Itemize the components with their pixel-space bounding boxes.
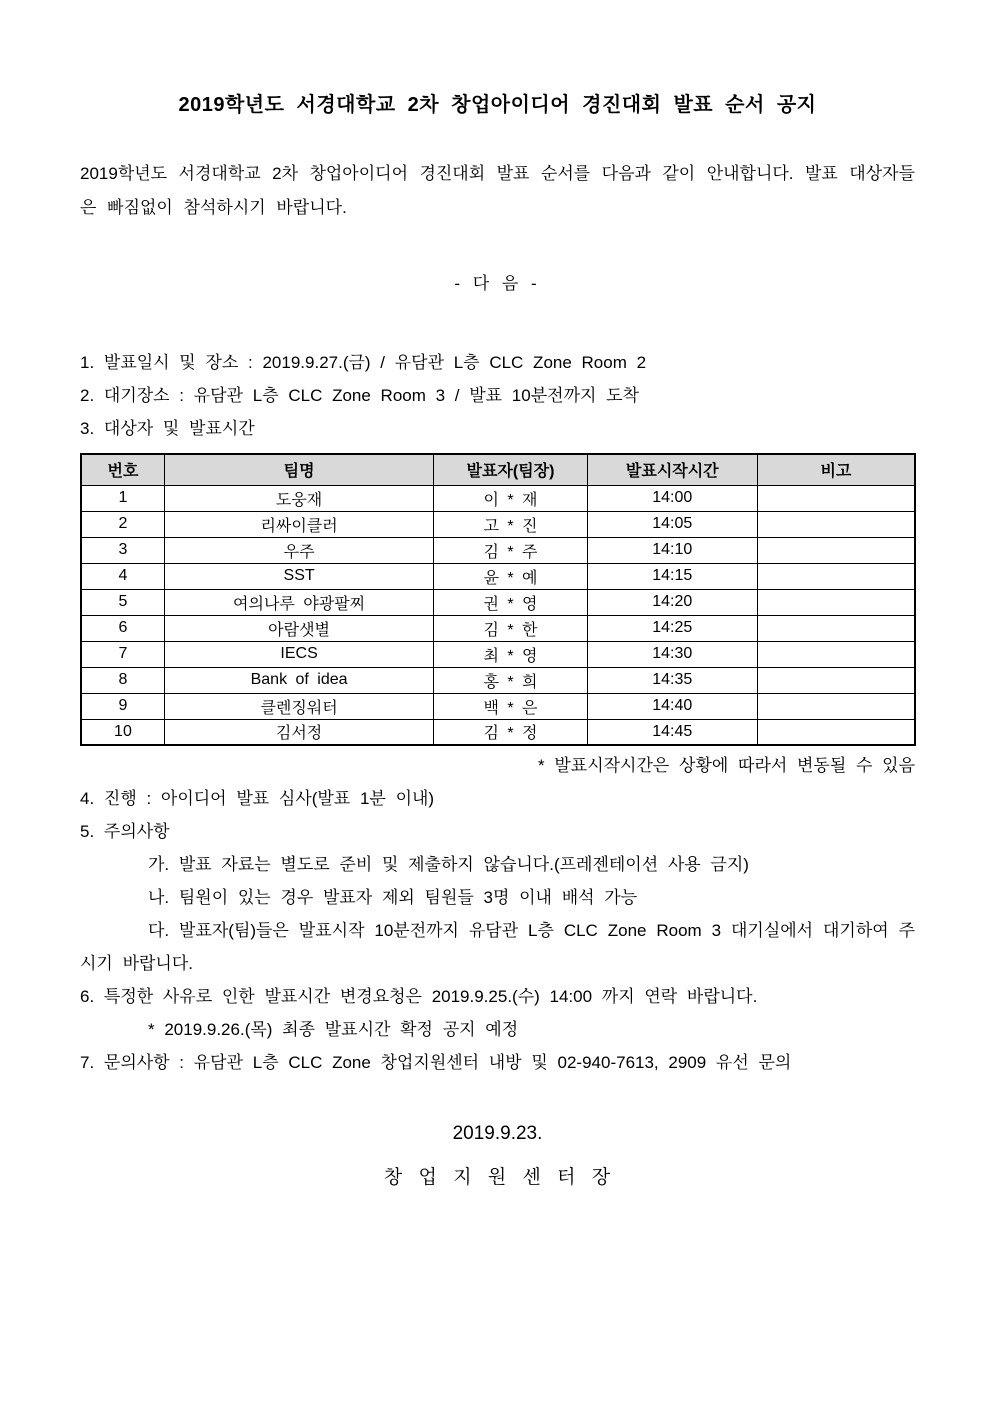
top-list xyxy=(80,346,915,445)
footer-date: 2019.9.23. xyxy=(452,1123,543,1144)
table-cell: 14:20 xyxy=(587,589,757,615)
table-cell: 고 * 진 xyxy=(434,511,587,537)
column-header-team: 팀명 xyxy=(164,454,433,485)
table-cell: 홍 * 희 xyxy=(434,667,587,693)
table-cell: 8 xyxy=(81,667,164,693)
table-cell: 김 * 정 xyxy=(434,719,587,745)
table-row xyxy=(81,563,915,589)
table-cell: IECS xyxy=(164,641,433,667)
column-header-start-time: 발표시작시간 xyxy=(587,454,757,485)
table-cell: 3 xyxy=(81,537,164,563)
table-cell: 아람샛별 xyxy=(164,615,433,641)
table-cell: 9 xyxy=(81,693,164,719)
table-row xyxy=(81,615,915,641)
table-cell: 5 xyxy=(81,589,164,615)
list-item-1: 1. 발표일시 및 장소 : 2019.9.27.(금) / 유담관 L층 CLC Zone Room 2 xyxy=(80,353,647,372)
list-item-7: 7. 문의사항 : 유담관 L층 CLC Zone 창업지원센터 내방 및 02-940-7613, 2909 유선 문의 xyxy=(80,1053,792,1072)
table-cell: 여의나루 야광팔찌 xyxy=(164,589,433,615)
table-cell: 권 * 영 xyxy=(434,589,587,615)
table-cell: 김 * 주 xyxy=(434,537,587,563)
table-cell xyxy=(757,485,915,511)
table-cell: Bank of idea xyxy=(164,667,433,693)
table-row xyxy=(81,485,915,511)
column-header-presenter: 발표자(팀장) xyxy=(434,454,587,485)
table-cell: 이 * 재 xyxy=(434,485,587,511)
table-cell: 윤 * 예 xyxy=(434,563,587,589)
list-item-5c: 다. 발표자(팀)들은 발표시작 10분전까지 유담관 L층 CLC Zone Room 3 대기실에서 대기하여 주시기 바랍니다. xyxy=(80,921,915,973)
table-cell: 10 xyxy=(81,719,164,745)
list-item-5: 5. 주의사항 xyxy=(80,822,170,841)
table-cell: 클렌징워터 xyxy=(164,693,433,719)
table-header-row xyxy=(81,454,915,485)
table-cell: 도웅재 xyxy=(164,485,433,511)
table-cell: 14:45 xyxy=(587,719,757,745)
page-title: 2019학년도 서경대학교 2차 창업아이디어 경진대회 발표 순서 공지 xyxy=(178,94,817,116)
table-cell: 김 * 한 xyxy=(434,615,587,641)
table-row xyxy=(81,641,915,667)
column-header-remarks: 비고 xyxy=(757,454,915,485)
table-cell xyxy=(757,511,915,537)
table-cell: 14:30 xyxy=(587,641,757,667)
table-cell: 14:05 xyxy=(587,511,757,537)
table-cell: 2 xyxy=(81,511,164,537)
list-item-6: 6. 특정한 사유로 인한 발표시간 변경요청은 2019.9.25.(수) 14:00 까지 연락 바랍니다. xyxy=(80,987,758,1006)
table-cell: 리싸이클러 xyxy=(164,511,433,537)
table-row xyxy=(81,537,915,563)
table-cell xyxy=(757,641,915,667)
table-cell xyxy=(757,537,915,563)
notes-section xyxy=(80,782,915,1079)
table-note: * 발표시작시간은 상황에 따라서 변동될 수 있음 xyxy=(538,756,915,775)
table-cell: 백 * 은 xyxy=(434,693,587,719)
table-cell: 우주 xyxy=(164,537,433,563)
table-cell xyxy=(757,563,915,589)
footer-signature: 창 업 지 원 센 터 장 xyxy=(383,1167,612,1188)
table-cell: SST xyxy=(164,563,433,589)
table-row xyxy=(81,693,915,719)
list-item-6a: * 2019.9.26.(목) 최종 발표시간 확정 공지 예정 xyxy=(148,1020,519,1039)
table-cell xyxy=(757,693,915,719)
table-cell xyxy=(757,667,915,693)
table-cell: 14:00 xyxy=(587,485,757,511)
list-item-5a: 가. 발표 자료는 별도로 준비 및 제출하지 않습니다.(프레젠테이션 사용 금지) xyxy=(148,855,749,874)
schedule-table xyxy=(80,453,916,746)
table-cell: 14:35 xyxy=(587,667,757,693)
table-cell: 6 xyxy=(81,615,164,641)
column-header-number: 번호 xyxy=(81,454,164,485)
table-cell: 최 * 영 xyxy=(434,641,587,667)
table-cell xyxy=(757,719,915,745)
schedule-table-body xyxy=(81,485,915,745)
table-cell: 14:40 xyxy=(587,693,757,719)
table-cell: 14:25 xyxy=(587,615,757,641)
table-row xyxy=(81,511,915,537)
list-item-2: 2. 대기장소 : 유담관 L층 CLC Zone Room 3 / 발표 10분전까지 도착 xyxy=(80,386,639,405)
table-cell: 1 xyxy=(81,485,164,511)
list-item-4: 4. 진행 : 아이디어 발표 심사(발표 1분 이내) xyxy=(80,789,435,808)
list-item-5b: 나. 팀원이 있는 경우 발표자 제외 팀원들 3명 이내 배석 가능 xyxy=(148,888,638,907)
table-cell xyxy=(757,615,915,641)
table-row xyxy=(81,719,915,745)
table-row xyxy=(81,667,915,693)
table-cell: 14:10 xyxy=(587,537,757,563)
table-cell: 7 xyxy=(81,641,164,667)
table-cell: 김서정 xyxy=(164,719,433,745)
list-item-3: 3. 대상자 및 발표시간 xyxy=(80,419,255,438)
section-divider: - 다 음 - xyxy=(454,274,541,293)
table-cell: 4 xyxy=(81,563,164,589)
intro-paragraph: 2019학년도 서경대학교 2차 창업아이디어 경진대회 발표 순서를 다음과 같이 안내합니다. 발표 대상자들은 빠짐없이 참석하시기 바랍니다. xyxy=(80,164,915,217)
table-cell xyxy=(757,589,915,615)
table-cell: 14:15 xyxy=(587,563,757,589)
table-row xyxy=(81,589,915,615)
